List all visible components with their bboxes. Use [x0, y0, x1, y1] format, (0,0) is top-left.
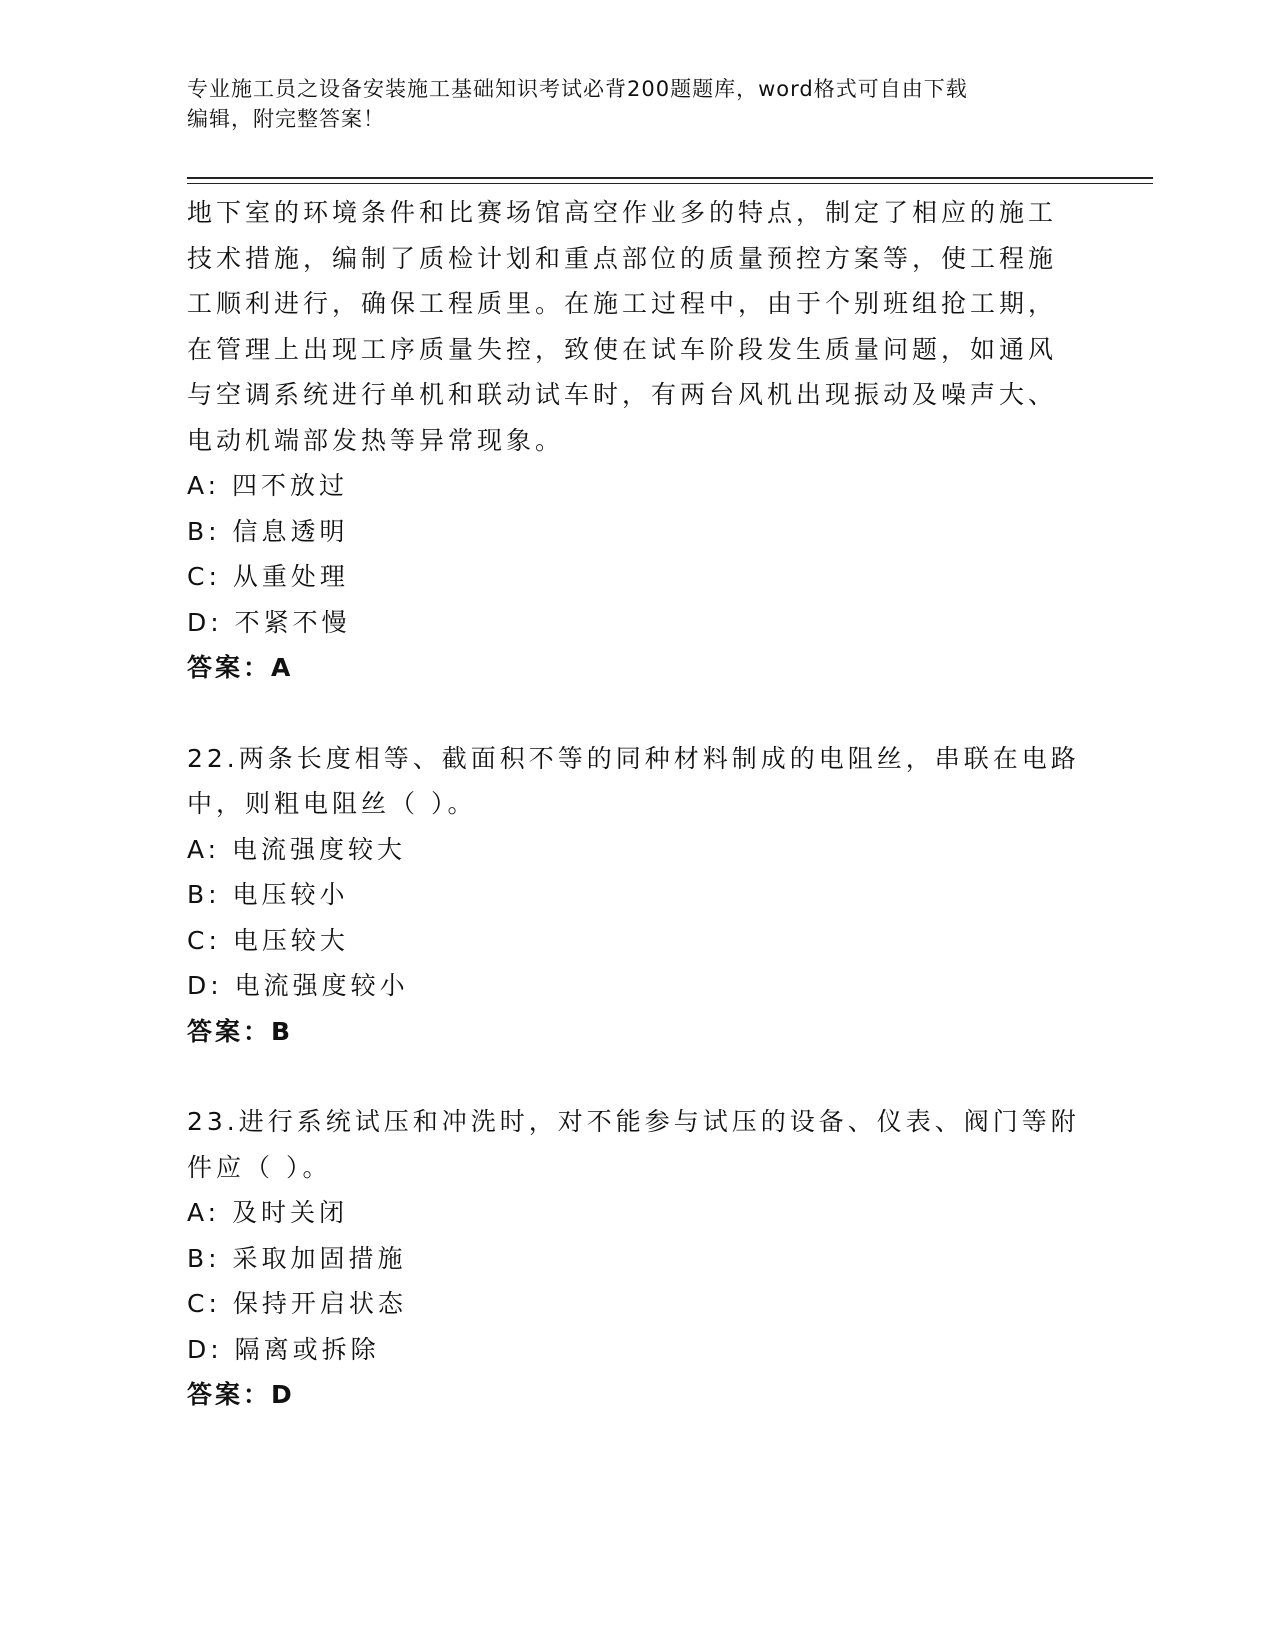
question-spacer — [187, 691, 1087, 736]
option-c: C: 电压较大 — [187, 925, 349, 955]
question-stem-line: 23.进行系统试压和冲洗时，对不能参与试压的设备、仪表、阀门等附 — [187, 1107, 1080, 1136]
header-divider-thin — [187, 183, 1153, 184]
question-spacer — [187, 1054, 1087, 1099]
question-list — [187, 190, 1087, 1418]
header-title-line-2: 编辑，附完整答案！ — [187, 107, 385, 131]
option-d: D: 隔离或拆除 — [187, 1334, 380, 1364]
question-21 — [187, 190, 1087, 691]
question-22 — [187, 736, 1087, 1055]
option-a: A: 电流强度较大 — [187, 834, 407, 864]
question-stem-line: 件应（ ）。 — [187, 1152, 332, 1182]
option-b: B: 电压较小 — [187, 880, 349, 909]
question-stem-line: 地下室的环境条件和比赛场馆高空作业多的特点，制定了相应的施工 — [187, 198, 1058, 227]
question-23 — [187, 1099, 1087, 1418]
answer-line: 答案：D — [187, 1380, 295, 1409]
answer-line: 答案：A — [187, 653, 294, 682]
option-b: B: 信息透明 — [187, 516, 349, 546]
document-header — [187, 74, 1067, 134]
question-stem-line: 工顺利进行，确保工程质里。在施工过程中，由于个别班组抢工期， — [187, 289, 1058, 318]
question-stem-line: 电动机端部发热等异常现象。 — [187, 425, 565, 455]
answer-line: 答案：B — [187, 1016, 294, 1046]
question-stem-line: 22.两条长度相等、截面积不等的同种材料制成的电阻丝，串联在电路 — [187, 743, 1080, 773]
question-stem-line: 中，则粗电阻丝（ ）。 — [187, 789, 477, 818]
option-a: A: 四不放过 — [187, 471, 349, 500]
header-title-line-1: 专业施工员之设备安装施工基础知识考试必背200题题库，word格式可自由下载 — [187, 77, 968, 101]
option-b: B: 采取加固措施 — [187, 1243, 407, 1273]
question-stem-line: 与空调系统进行单机和联动试车时，有两台风机出现振动及噪声大、 — [187, 380, 1058, 409]
option-d: D: 不紧不慢 — [187, 607, 351, 637]
option-c: C: 从重处理 — [187, 562, 349, 591]
header-divider-thick — [187, 177, 1153, 179]
question-stem-line: 在管理上出现工序质量失控，致使在试车阶段发生质量问题，如通风 — [187, 334, 1058, 364]
question-stem-line: 技术措施，编制了质检计划和重点部位的质量预控方案等，使工程施 — [187, 243, 1058, 273]
option-c: C: 保持开启状态 — [187, 1289, 407, 1318]
option-a: A: 及时关闭 — [187, 1198, 349, 1227]
option-d: D: 电流强度较小 — [187, 971, 409, 1000]
